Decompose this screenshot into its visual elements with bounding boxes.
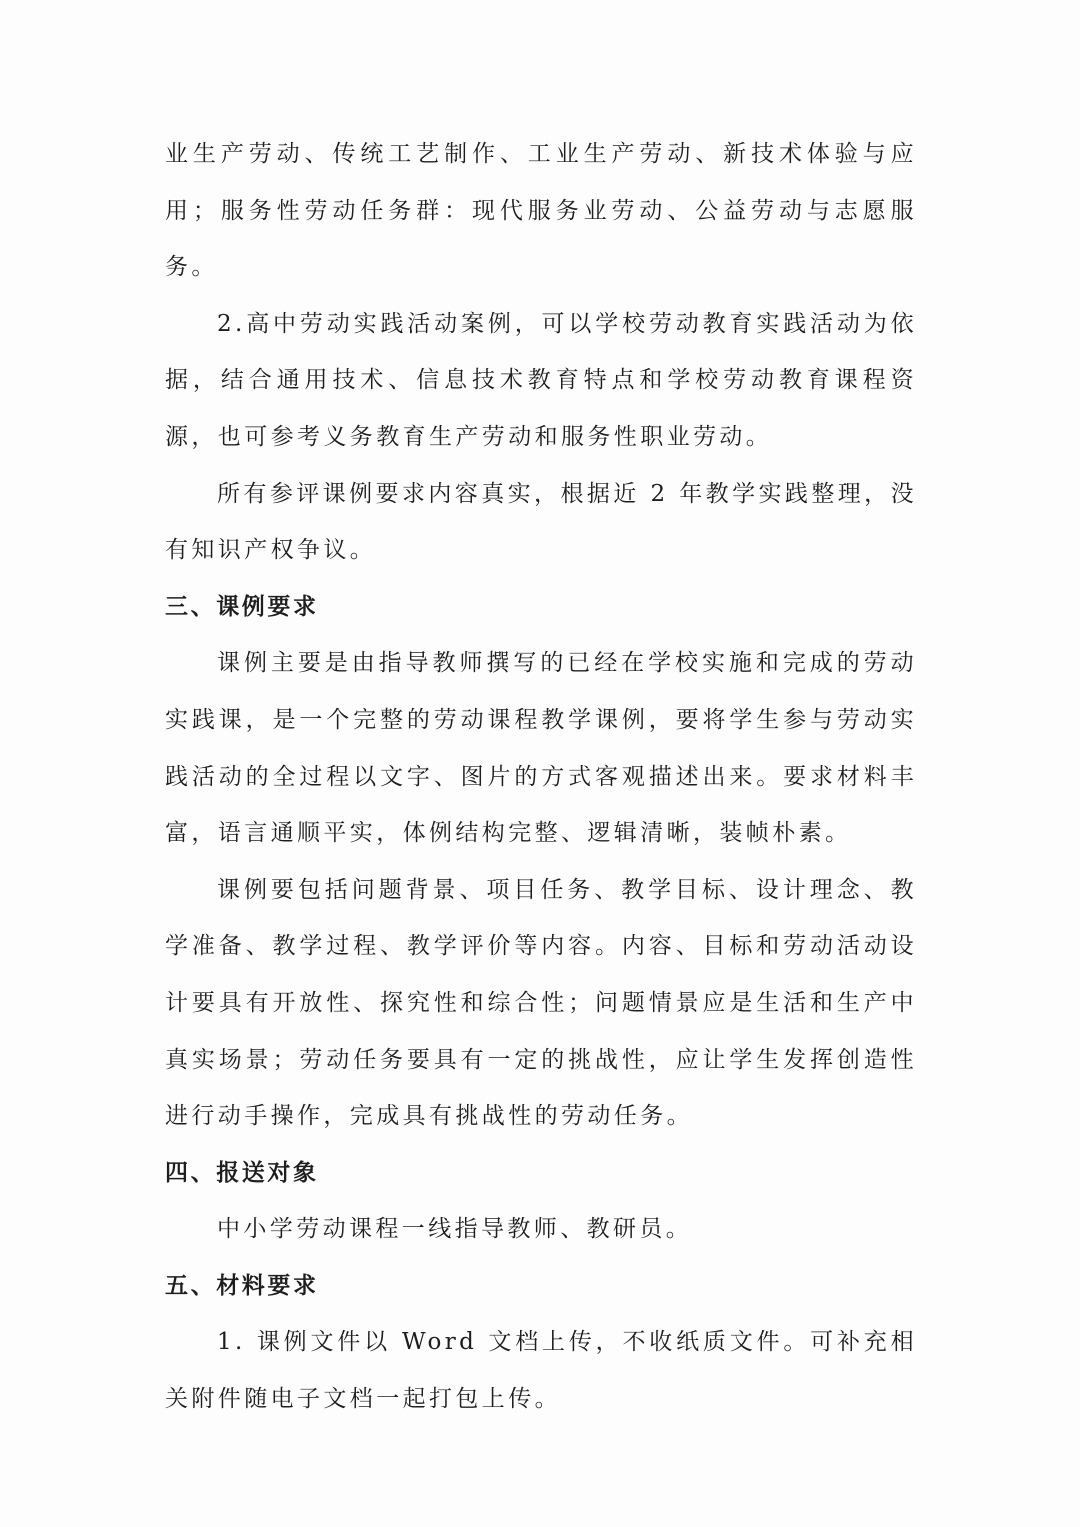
document-body — [165, 126, 917, 1428]
section-heading-lesson-requirements: 三、课例要求 — [165, 593, 319, 620]
paragraph-file-upload: 1. 课例文件以 Word 文档上传，不收纸质文件。可补充相关附件随电子文档一起打包上传。 — [165, 1329, 917, 1413]
section-heading-material-requirements: 五、材料要求 — [165, 1272, 319, 1299]
paragraph-high-school-cases: 2.高中劳动实践活动案例，可以学校劳动教育实践活动为依据，结合通用技术、信息技术教育特点和学校劳动教育课程资源，也可参考义务教育生产劳动和服务性职业劳动。 — [165, 310, 917, 450]
paragraph-lesson-description: 课例主要是由指导教师撰写的已经在学校实施和完成的劳动实践课，是一个完整的劳动课程教学课例，要将学生参与劳动实践活动的全过程以文字、图片的方式客观描述出来。要求材料丰富，语言通顺平实，体例结构完整、逻辑清晰，装帧朴素。 — [165, 650, 917, 847]
paragraph-task-groups-continued: 业生产劳动、传统工艺制作、工业生产劳动、新技术体验与应用；服务性劳动任务群：现代服务业劳动、公益劳动与志愿服务。 — [165, 141, 917, 281]
paragraph-lesson-contents: 课例要包括问题背景、项目任务、教学目标、设计理念、教学准备、教学过程、教学评价等内容。内容、目标和劳动活动设计要具有开放性、探究性和综合性；问题情景应是生活和生产中真实场景；劳动任务要具有一定的挑战性，应让学生发挥创造性进行动手操作，完成具有挑战性的劳动任务。 — [165, 876, 917, 1130]
paragraph-authenticity: 所有参评课例要求内容真实，根据近 2 年教学实践整理，没有知识产权争议。 — [165, 480, 917, 564]
section-heading-submission-targets: 四、报送对象 — [165, 1159, 319, 1186]
paragraph-target-audience: 中小学劳动课程一线指导教师、教研员。 — [217, 1216, 693, 1243]
